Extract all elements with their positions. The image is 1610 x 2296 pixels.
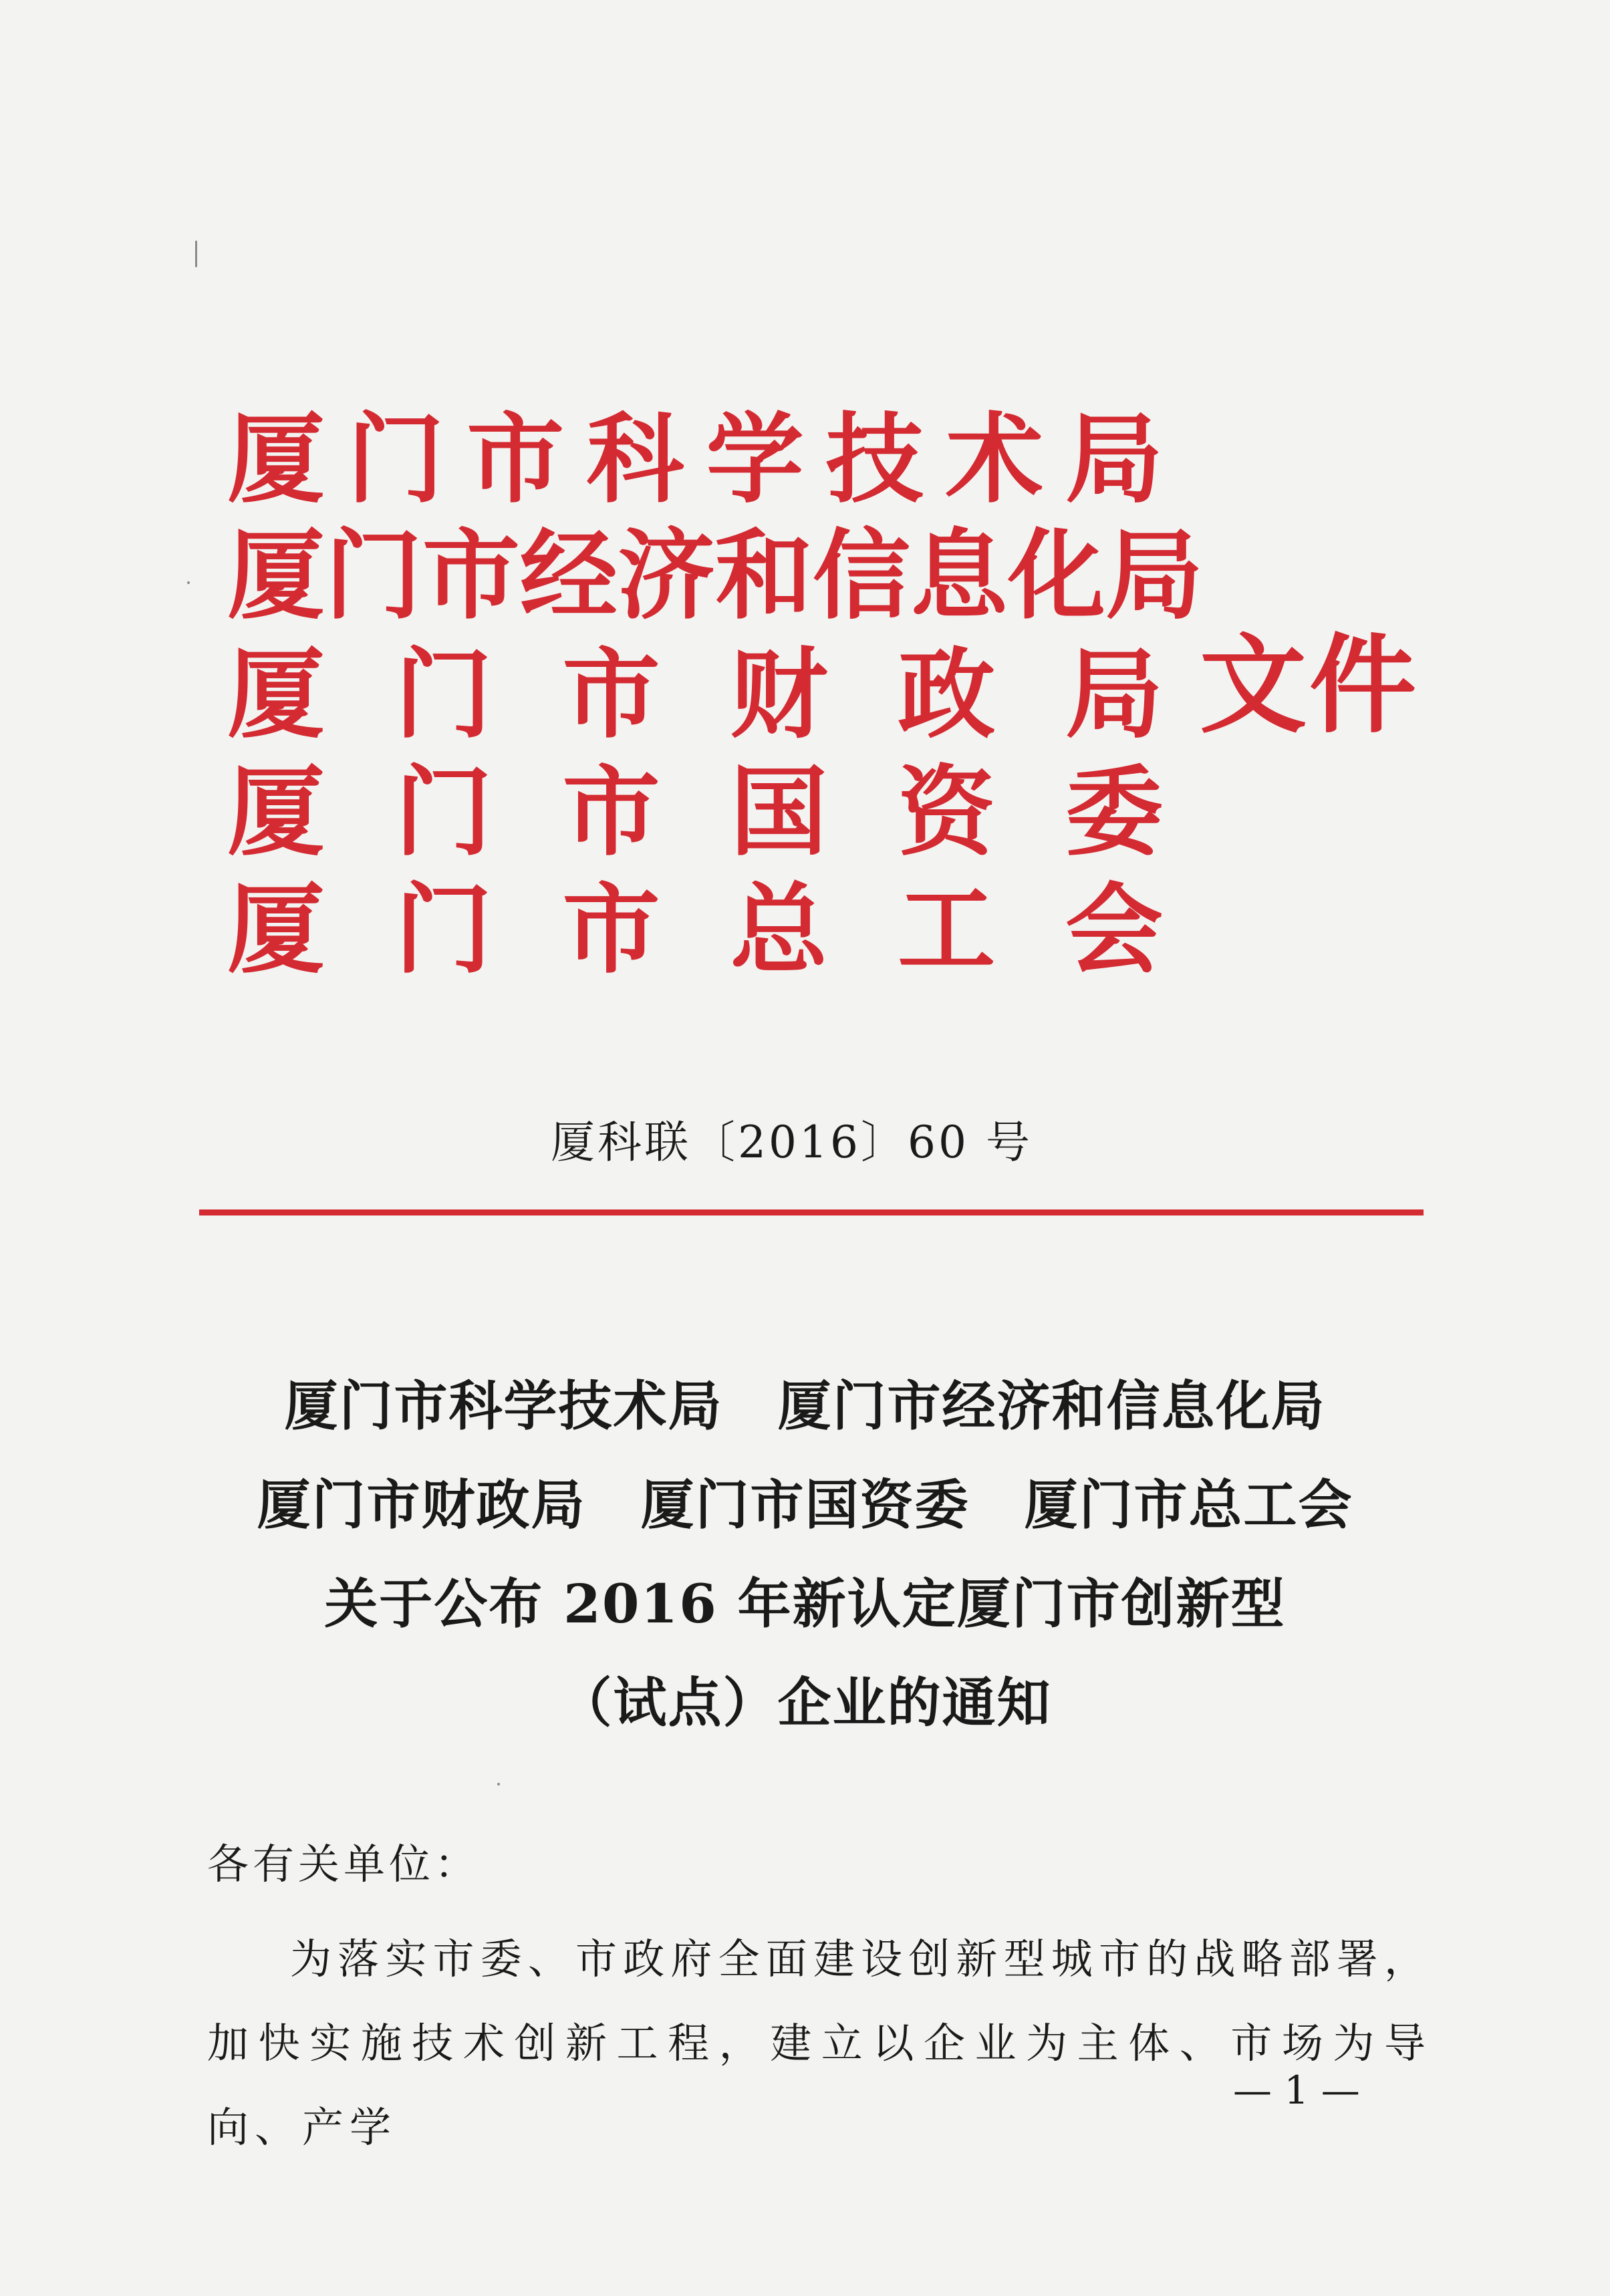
issuer-character: 委 <box>1065 755 1163 869</box>
body-paragraph: 为落实市委、市政府全面建设创新型城市的战略部署，加快实施技术创新工程，建立以企业为主体、市场为导向、产学 <box>207 1934 1432 2152</box>
issuer-character: 市 <box>422 519 520 633</box>
issuer-character: 门 <box>394 637 493 752</box>
issuer-character: 局 <box>1065 637 1163 752</box>
issuer-character: 门 <box>394 755 493 869</box>
issuer-character: 市 <box>562 873 660 987</box>
issuer-character: 信 <box>813 519 910 633</box>
salutation: 各有关单位： <box>207 1840 481 1888</box>
issuer-character: 厦 <box>227 519 325 633</box>
issuer-character: 学 <box>706 402 804 517</box>
title-line: （试点）企业的通知 <box>558 1671 1052 1734</box>
issuer-line <box>227 754 1163 871</box>
issuer-character: 厦 <box>227 637 325 752</box>
title-line: 关于公布 2016 年新认定厦门市创新型 <box>324 1572 1286 1635</box>
red-separator-line <box>199 1209 1424 1215</box>
issuer-character: 工 <box>898 873 996 987</box>
issuer-character: 术 <box>945 402 1043 517</box>
document-number-text: 厦科联〔2016〕60 号 <box>551 1117 1033 1168</box>
issuer-character: 会 <box>1065 873 1163 987</box>
issuer-character: 厦 <box>227 873 325 987</box>
issuer-character: 化 <box>1008 519 1105 633</box>
issuer-character: 和 <box>715 519 813 633</box>
issuer-character: 厦 <box>227 755 325 869</box>
title-line: 厦门市财政局 厦门市国资委 厦门市总工会 <box>257 1473 1353 1536</box>
scan-mark <box>497 1783 500 1785</box>
issuer-character: 财 <box>730 637 828 752</box>
scan-mark <box>187 581 190 584</box>
issuer-line <box>227 636 1163 754</box>
issuer-character: 总 <box>730 873 828 987</box>
title-line: 厦门市科学技术局 厦门市经济和信息化局 <box>284 1375 1326 1437</box>
issuer-character: 资 <box>898 755 996 869</box>
body-text <box>207 1828 1432 2170</box>
issuer-character: 厦 <box>227 402 325 517</box>
issuer-character: 技 <box>825 402 924 517</box>
issuer-character: 济 <box>618 519 715 633</box>
notice-title <box>0 1356 1610 1752</box>
issuer-character: 门 <box>325 519 422 633</box>
issuer-line <box>227 401 1163 519</box>
scan-mark <box>195 241 197 267</box>
issuer-character: 市 <box>466 402 565 517</box>
issuer-line <box>227 871 1163 989</box>
issuer-character: 市 <box>562 637 660 752</box>
issuer-line <box>227 517 1203 635</box>
document-word: 文件 <box>1200 622 1420 748</box>
issuer-character: 息 <box>910 519 1008 633</box>
issuer-character: 门 <box>394 873 493 987</box>
page-number: — 1 — <box>1233 2067 1360 2113</box>
issuer-character: 政 <box>898 637 996 752</box>
document-number <box>0 1113 1610 1173</box>
issuer-character: 科 <box>586 402 684 517</box>
issuer-character: 门 <box>347 402 445 517</box>
issuer-character: 市 <box>562 755 660 869</box>
issuer-character: 国 <box>730 755 828 869</box>
issuer-character: 经 <box>520 519 618 633</box>
issuer-character: 局 <box>1065 402 1163 517</box>
issuer-character: 局 <box>1105 519 1203 633</box>
